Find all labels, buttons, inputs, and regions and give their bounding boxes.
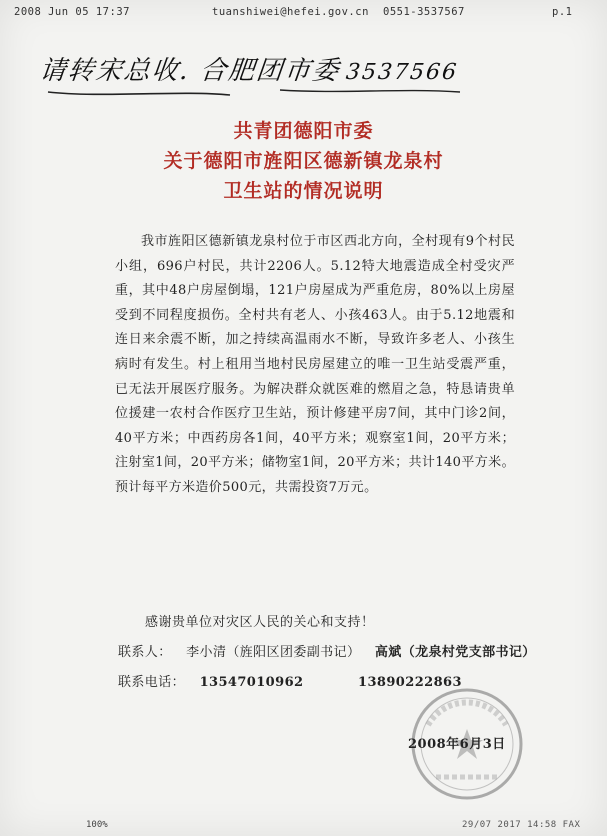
title-line-3: 卫生站的情况说明 bbox=[223, 180, 384, 202]
thanks-line: 感谢贵单位对灾区人民的关心和支持！ bbox=[145, 615, 375, 630]
contact-phone-1: 13547010962 bbox=[199, 675, 304, 690]
document-title bbox=[0, 116, 607, 206]
contact-person-row bbox=[118, 641, 546, 660]
contact-phone-label: 联系电话： bbox=[118, 675, 186, 690]
body-paragraph: 我市旌阳区德新镇龙泉村位于市区西北方向，全村现有9个村民小组，696户村民，共计2206人。5.12特大地震造成全村受灾严重，其中48户房屋倒塌，121户房屋成为严重危房，80%以上房屋受到不同程度损伤。全村共有老人、小孩463人。由于5.12地震和连日来余震不断，加之持续高温雨水不断，导致许多老人、小孩生病时有发生。村上租用当地村民房屋建立的唯一卫生站受震严重，已无法开展医疗服务。为解决群众就医难的燃眉之急，特恳请贵单位援建一农村合作医疗卫生站，预计修建平房7间，其中门诊2间，40平方米；中西药房各1间，40平方米；观察室1间，20平方米；注射室1间，20平方米；储物室1间，20平方米；共计140平方米。预计每平方米造价500元，共需投资7万元。 bbox=[115, 234, 515, 495]
handwritten-note bbox=[40, 40, 560, 110]
title-line-1: 共青团德阳市委 bbox=[233, 120, 374, 142]
contact-phone-2: 13890222863 bbox=[358, 675, 462, 690]
fax-phone: 0551-3537567 bbox=[383, 6, 465, 18]
handwriting-main: 请转宋总收. 合肥团市委 bbox=[38, 56, 342, 86]
fax-email: tuanshiwei@hefei.gov.cn bbox=[212, 6, 369, 18]
handwriting-number: 3537566 bbox=[344, 60, 460, 85]
contact-person-2: 高斌（龙泉村党支部书记） bbox=[374, 645, 536, 660]
fax-datetime: 2008 Jun 05 17:37 bbox=[14, 6, 130, 18]
contact-person-1: 李小清（旌阳区团委副书记） bbox=[186, 645, 361, 660]
fax-page-number: p.1 bbox=[552, 6, 573, 18]
footer-fax-stamp: 29/07 2017 14:58 FAX bbox=[462, 820, 581, 830]
title-line-2: 关于德阳市旌阳区德新镇龙泉村 bbox=[163, 150, 444, 172]
document-date: 2008年6月3日 bbox=[408, 737, 506, 752]
handwriting-text bbox=[38, 50, 460, 87]
contact-person-label: 联系人： bbox=[118, 645, 172, 660]
footer-scale: 100% bbox=[86, 820, 108, 830]
